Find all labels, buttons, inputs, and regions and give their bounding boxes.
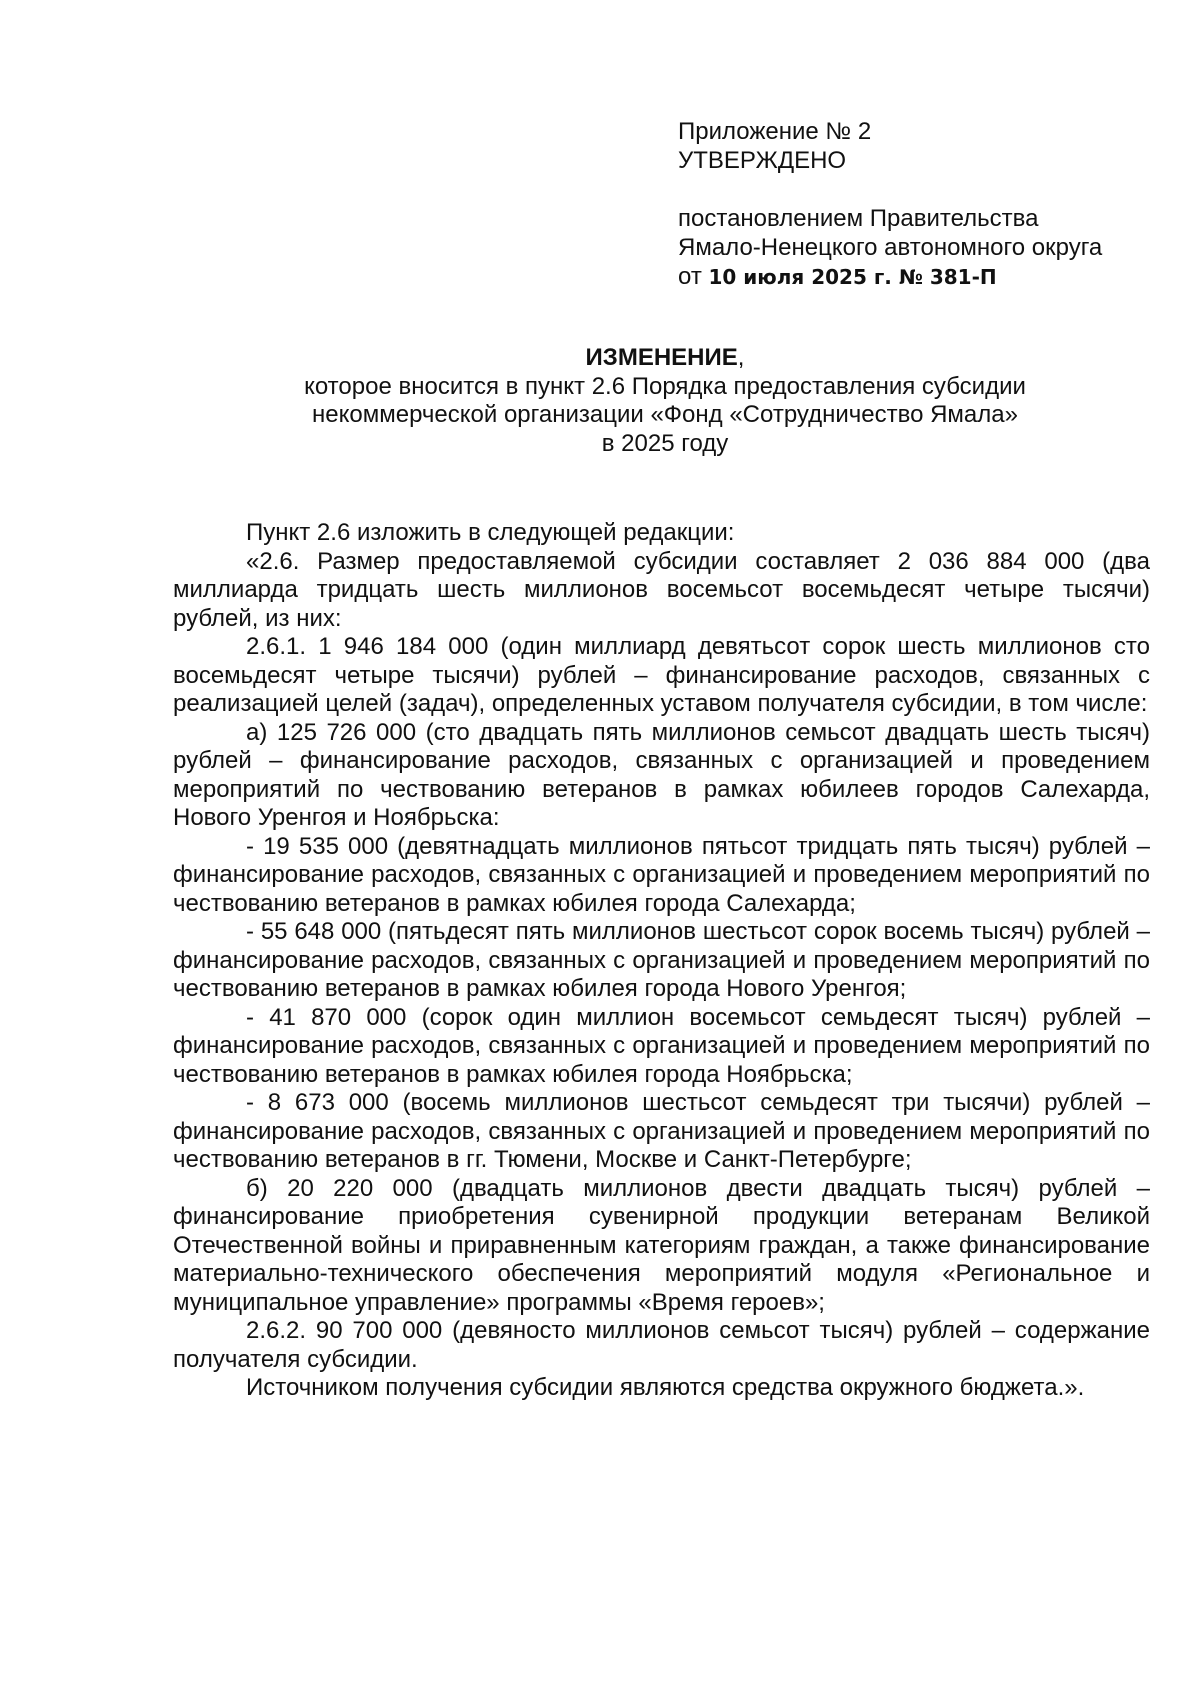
approval-date: 10 июля 2025 г. № 381-П: [708, 265, 997, 289]
paragraph-item-a: а) 125 726 000 (сто двадцать пять миллионов семьсот двадцать шесть тысяч) рублей – финансирование расходов, связанных с организацией и проведением мероприятий по чествованию ветеранов в рамках юбилеев городов Салехарда, Нового Уренгоя и Ноябрьска:: [173, 718, 1150, 831]
document-heading: [150, 344, 1180, 458]
heading-title: ИЗМЕНЕНИЕ: [585, 344, 738, 371]
paragraph-other-cities: - 8 673 000 (восемь миллионов шестьсот семьдесят три тысячи) рублей – финансирование расходов, связанных с организацией и проведением мероприятий по чествованию ветеранов в гг. Тюмени, Москве и Санкт-Петербурге;: [173, 1089, 1150, 1173]
paragraph-novy-urengoy: - 55 648 000 (пятьдесят пять миллионов шестьсот сорок восемь тысяч) рублей – финансирование расходов, связанных с организацией и проведением мероприятий по чествованию ветеранов в рамках юбилея города Нового Уренгоя;: [173, 918, 1150, 1002]
heading-subtitle-3: в 2025 году: [601, 429, 729, 457]
spacer: [678, 175, 1148, 204]
heading-title-punct: ,: [737, 344, 745, 371]
heading-subtitle-2: некоммерческой организации «Фонд «Сотрудничество Ямала»: [312, 401, 1018, 428]
heading-subtitle-1: которое вносится в пункт 2.6 Порядка предоставления субсидии: [304, 372, 1026, 400]
paragraph-funding-source: Источником получения субсидии являются средства окружного бюджета.».: [246, 1374, 1085, 1401]
date-prefix: от: [678, 263, 709, 290]
approval-block: [678, 117, 1148, 292]
approval-authority: постановлением Правительства: [678, 205, 1039, 232]
approval-date-line: [678, 262, 1148, 292]
approved-label: УТВЕРЖДЕНО: [678, 147, 847, 174]
document-body: [173, 519, 1150, 1403]
paragraph-2-6: «2.6. Размер предоставляемой субсидии составляет 2 036 884 000 (два миллиарда тридцать шесть миллионов восемьсот восемьдесят четыре тысячи) рублей, из них:: [173, 547, 1150, 632]
paragraph-item-b: б) 20 220 000 (двадцать миллионов двести двадцать тысяч) рублей – финансирование приобретения сувенирной продукции ветеранам Великой Отечественной войны и приравненным категориям граждан, а также финансирование материально-технического обеспечения мероприятий модуля «Региональное и муниципальное управление» программы «Время героев»;: [173, 1174, 1150, 1316]
paragraph-noyabrsk: - 41 870 000 (сорок один миллион восемьсот семьдесят тысяч) рублей – финансирование расходов, связанных с организацией и проведением мероприятий по чествованию ветеранов в рамках юбилея города Ноябрьска;: [173, 1003, 1150, 1088]
approval-authority-region: Ямало-Ненецкого автономного округа: [678, 234, 1103, 261]
paragraph-2-6-1: 2.6.1. 1 946 184 000 (один миллиард девятьсот сорок шесть миллионов сто восемьдесят четыре тысячи) рублей – финансирование расходов, связанных с реализацией целей (задач), определенных уставом получателя субсидии, в том числе:: [173, 633, 1150, 717]
paragraph-intro: Пункт 2.6 изложить в следующей редакции:: [246, 519, 735, 546]
heading-title-line: [150, 344, 1180, 373]
paragraph-2-6-2: 2.6.2. 90 700 000 (девяносто миллионов семьсот тысяч) рублей – содержание получателя субсидии.: [173, 1317, 1150, 1373]
paragraph-salekhard: - 19 535 000 (девятнадцать миллионов пятьсот тридцать пять тысяч) рублей – финансирование расходов, связанных с организацией и проведением мероприятий по чествованию ветеранов в рамках юбилея города Салехарда;: [173, 832, 1150, 917]
appendix-number: Приложение № 2: [678, 118, 872, 145]
